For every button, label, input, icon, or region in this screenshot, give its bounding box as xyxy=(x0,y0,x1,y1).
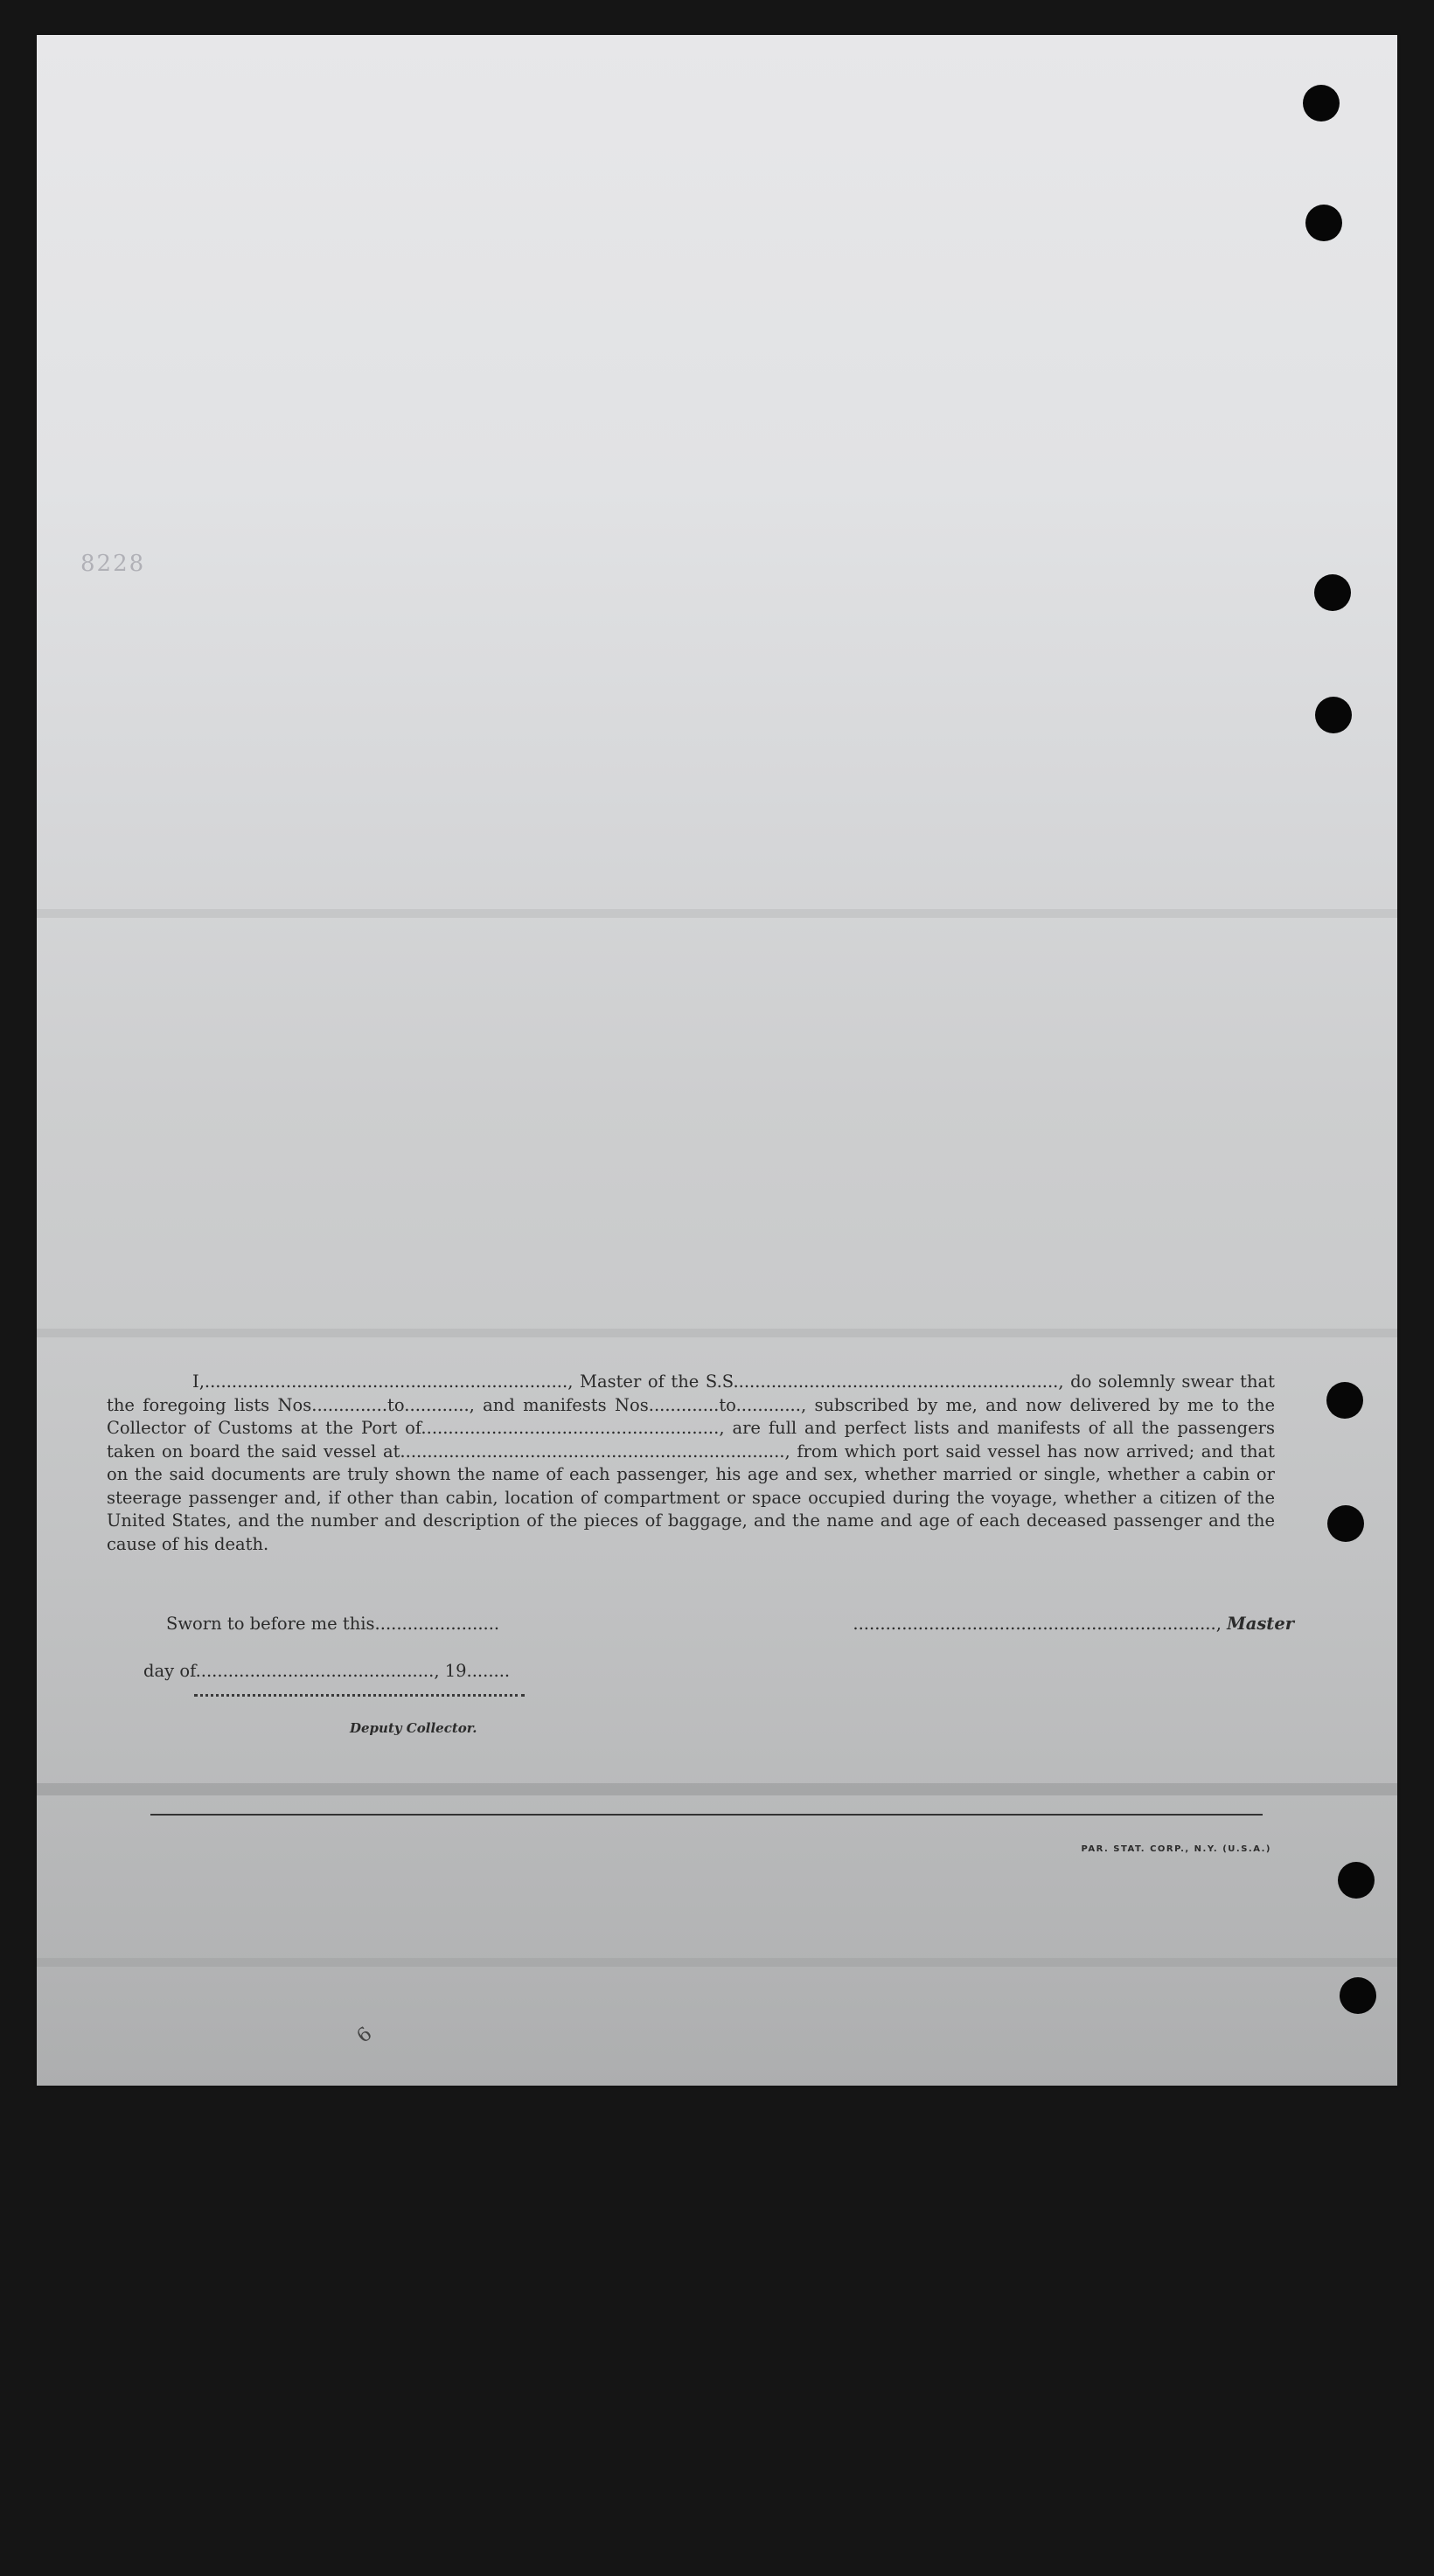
master-label: Master xyxy=(1227,1614,1294,1634)
printer-imprint: PAR. STAT. CORP., N.Y. (U.S.A.) xyxy=(1081,1844,1271,1854)
scan-streak xyxy=(37,1783,1397,1795)
paper-sheet xyxy=(37,35,1397,2086)
binder-hole xyxy=(1305,205,1342,241)
scan-streak xyxy=(37,1958,1397,1967)
margin-mark: 6 xyxy=(352,2023,377,2048)
day-line: day of............................................, 19........ xyxy=(143,1661,511,1681)
deputy-collector-label: Deputy Collector. xyxy=(350,1720,477,1736)
binder-hole xyxy=(1326,1382,1363,1419)
binder-hole xyxy=(1338,1862,1375,1899)
oath-paragraph xyxy=(107,1371,1275,1556)
scan-streak xyxy=(37,1329,1397,1337)
deputy-signature-line xyxy=(194,1694,525,1697)
binder-hole xyxy=(1315,697,1352,733)
binder-hole xyxy=(1327,1505,1364,1542)
faint-pencil-mark: 8228 xyxy=(80,551,146,577)
master-dots: ..................................................................., xyxy=(853,1614,1222,1634)
binder-hole xyxy=(1314,574,1351,611)
oath-text: I,..................................................................., Master of the S.S............................................................, do solemnly swear that the foregoing lists Nos..............to............, and manifests Nos.............to............, subscribed by me, and now delivered by me to the Collector of Customs at the Port of......................................................., are full and perfect lists and manifests of all the passengers taken on board the said vessel at......................................................................., from which port said vessel has now arrived; and that on the said documents are truly shown the name of each passenger, his age and sex, whether married or single, whether a cabin or steerage passenger and, if other than cabin, location of compartment or space occupied during the voyage, whether a citizen of the United States, and the number and description of the pieces of baggage, and the name and age of each deceased passenger and the cause of his death. xyxy=(107,1371,1275,1554)
sworn-line: Sworn to before me this....................... xyxy=(166,1614,500,1634)
scan-streak xyxy=(37,909,1397,918)
horizontal-rule xyxy=(150,1814,1263,1816)
binder-hole xyxy=(1303,85,1340,122)
binder-hole xyxy=(1340,1977,1376,2014)
master-signature-line xyxy=(853,1614,1294,1634)
